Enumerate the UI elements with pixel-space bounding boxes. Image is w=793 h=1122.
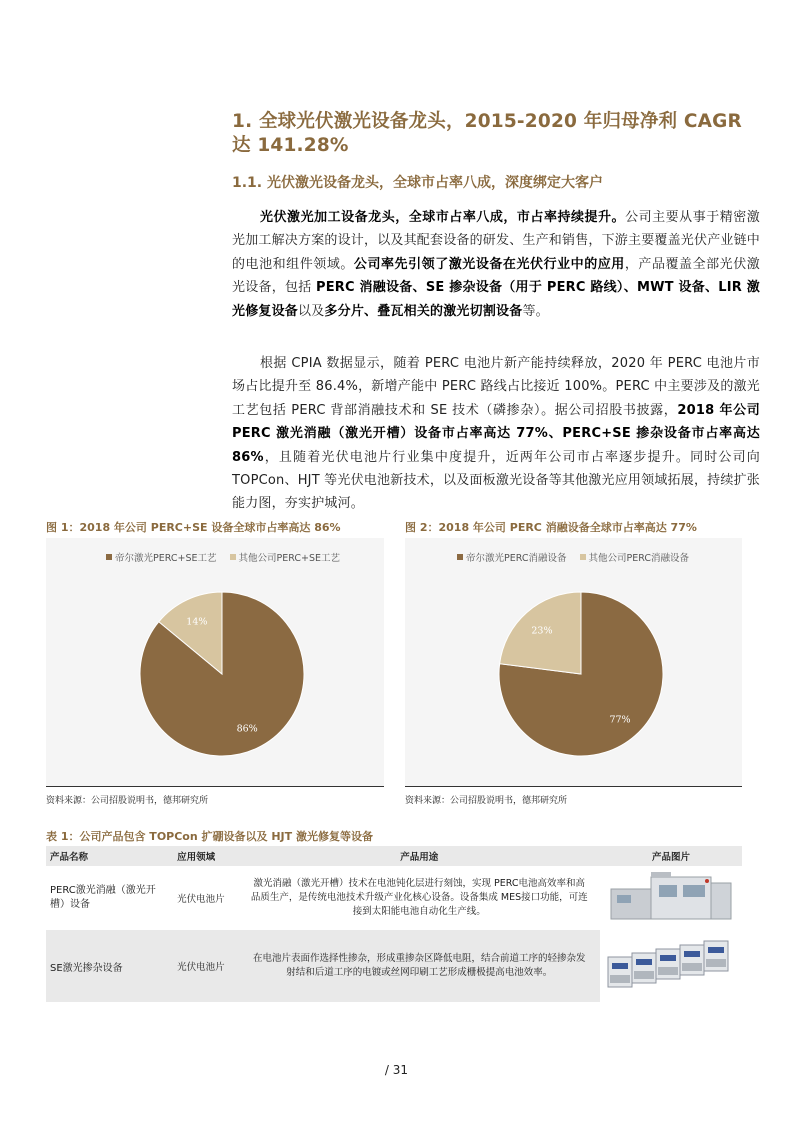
legend-label: 帝尔激光PERC消融设备: [466, 553, 567, 564]
table-row: [46, 930, 742, 1002]
paragraph-2: [232, 352, 760, 516]
para2-text-2: ，且随着光伏电池片行业集中度提升，近两年公司市占率逐步提升。同时公司向 TOPCon、HJT 等光伏电池新技术，以及面板激光设备等其他激光应用领域拓展，持续扩张能力图，夯实护城河。: [232, 449, 760, 512]
pie-chart-2: [405, 538, 742, 786]
cell-usage: 激光消融（激光开槽）技术在电池钝化层进行刻蚀，实现 PERC电池高效率和高品质生产，是传统电池技术升级产业化核心设备。设备集成 MES接口功能，可连接到太阳能电池自动化生产线。: [250, 878, 588, 917]
table-title: 表 1：公司产品包含 TOPCon 扩硼设备以及 HJT 激光修复等设备: [46, 830, 373, 843]
figure-1-title: 图 1：2018 年公司 PERC+SE 设备全球市占率高达 86%: [46, 521, 341, 534]
cell-image: [600, 866, 742, 930]
cell-usage: 在电池片表面作选择性掺杂，形成重掺杂区降低电阻，结合前道工序的轻掺杂发射结和后道工序的电镀或丝网印刷工艺形成栅极提高电池效率。: [253, 953, 586, 978]
laser-doping-machines-image: [604, 933, 738, 997]
para1-bold-4: 多分片、叠瓦相关的激光切割设备: [324, 303, 523, 319]
header-application: 应用领域: [173, 846, 238, 866]
para1-text-3: 以及: [298, 303, 325, 319]
figure-1-rule: [46, 786, 384, 787]
figure-1: [46, 538, 384, 786]
para1-bold-2: 公司率先引领了激光设备在光伏行业中的应用: [353, 256, 625, 272]
legend-label: 其他公司PERC消融设备: [588, 553, 690, 564]
pie-data-label: 77%: [609, 714, 631, 726]
product-table: [46, 846, 742, 1002]
figure-2-title: 图 2：2018 年公司 PERC 消融设备全球市占率高达 77%: [405, 521, 697, 534]
header-usage: 产品用途: [239, 846, 600, 866]
header-image: 产品图片: [600, 846, 742, 866]
para1-text-1: 公司主要从事于精密激光加工解决方案的设计，以及其配套设备的研发、生产和销售，下游主要覆盖光伏产业链中的电池和组件领域。: [232, 210, 761, 272]
cell-product-name: PERC激光消融（激光开槽）设备: [50, 885, 156, 910]
para1-bold-1: 光伏激光加工设备龙头，全球市占率八成，市占率持续提升。: [260, 210, 626, 225]
pie-data-label: 23%: [531, 625, 553, 637]
para1-text-4: 等。: [522, 303, 549, 319]
pie-data-label: 14%: [186, 616, 208, 628]
page-number: / 31: [384, 1063, 409, 1077]
subsection-heading: 1.1. 光伏激光设备龙头，全球市占率八成，深度绑定大客户: [232, 175, 603, 191]
figure-2-source: 资料来源：公司招股说明书，德邦研究所: [405, 796, 568, 806]
laser-machine-image: [607, 869, 735, 925]
table-row: [46, 866, 742, 930]
legend-label: 帝尔激光PERC+SE工艺: [115, 553, 217, 564]
header-product-name: 产品名称: [46, 846, 173, 866]
figure-1-source: 资料来源：公司招股说明书，德邦研究所: [46, 796, 209, 806]
figure-2-rule: [405, 786, 742, 787]
para1-text-2: ，产品覆盖全部光伏激光设备，包括: [232, 256, 760, 296]
para1-bold-3: PERC 消融设备、SE 掺杂设备（用于 PERC 路线）、MWT 设备、LIR 激光修复设备: [232, 280, 760, 319]
pie-chart-1: [46, 538, 384, 786]
para2-text-1: 根据 CPIA 数据显示，随着 PERC 电池片新产能持续释放，2020 年 PERC 电池片市场占比提升至 86.4%，新增产能中 PERC 路线占比接近 100%。PERC 中主要涉及的激光工艺包括 PERC 背部消融技术和 SE 技术（磷掺杂）。据公司招股书披露，: [232, 356, 760, 418]
pie-data-label: 86%: [236, 723, 258, 735]
section-heading: 1. 全球光伏激光设备龙头，2015-2020 年归母净利 CAGR 达 141.28%: [232, 111, 743, 156]
cell-application: 光伏电池片: [177, 894, 225, 905]
paragraph-1: [232, 206, 760, 323]
legend-label: 其他公司PERC+SE工艺: [238, 553, 341, 564]
figure-2: [405, 538, 742, 786]
cell-product-name: SE激光掺杂设备: [50, 962, 123, 974]
cell-image: [600, 930, 742, 1002]
para2-bold-1: 2018 年公司 PERC 激光消融（激光开槽）设备市占率高达 77%、PERC+SE 掺杂设备市占率高达 86%: [232, 402, 760, 465]
table-header-row: [46, 846, 742, 866]
cell-application: 光伏电池片: [177, 962, 225, 973]
